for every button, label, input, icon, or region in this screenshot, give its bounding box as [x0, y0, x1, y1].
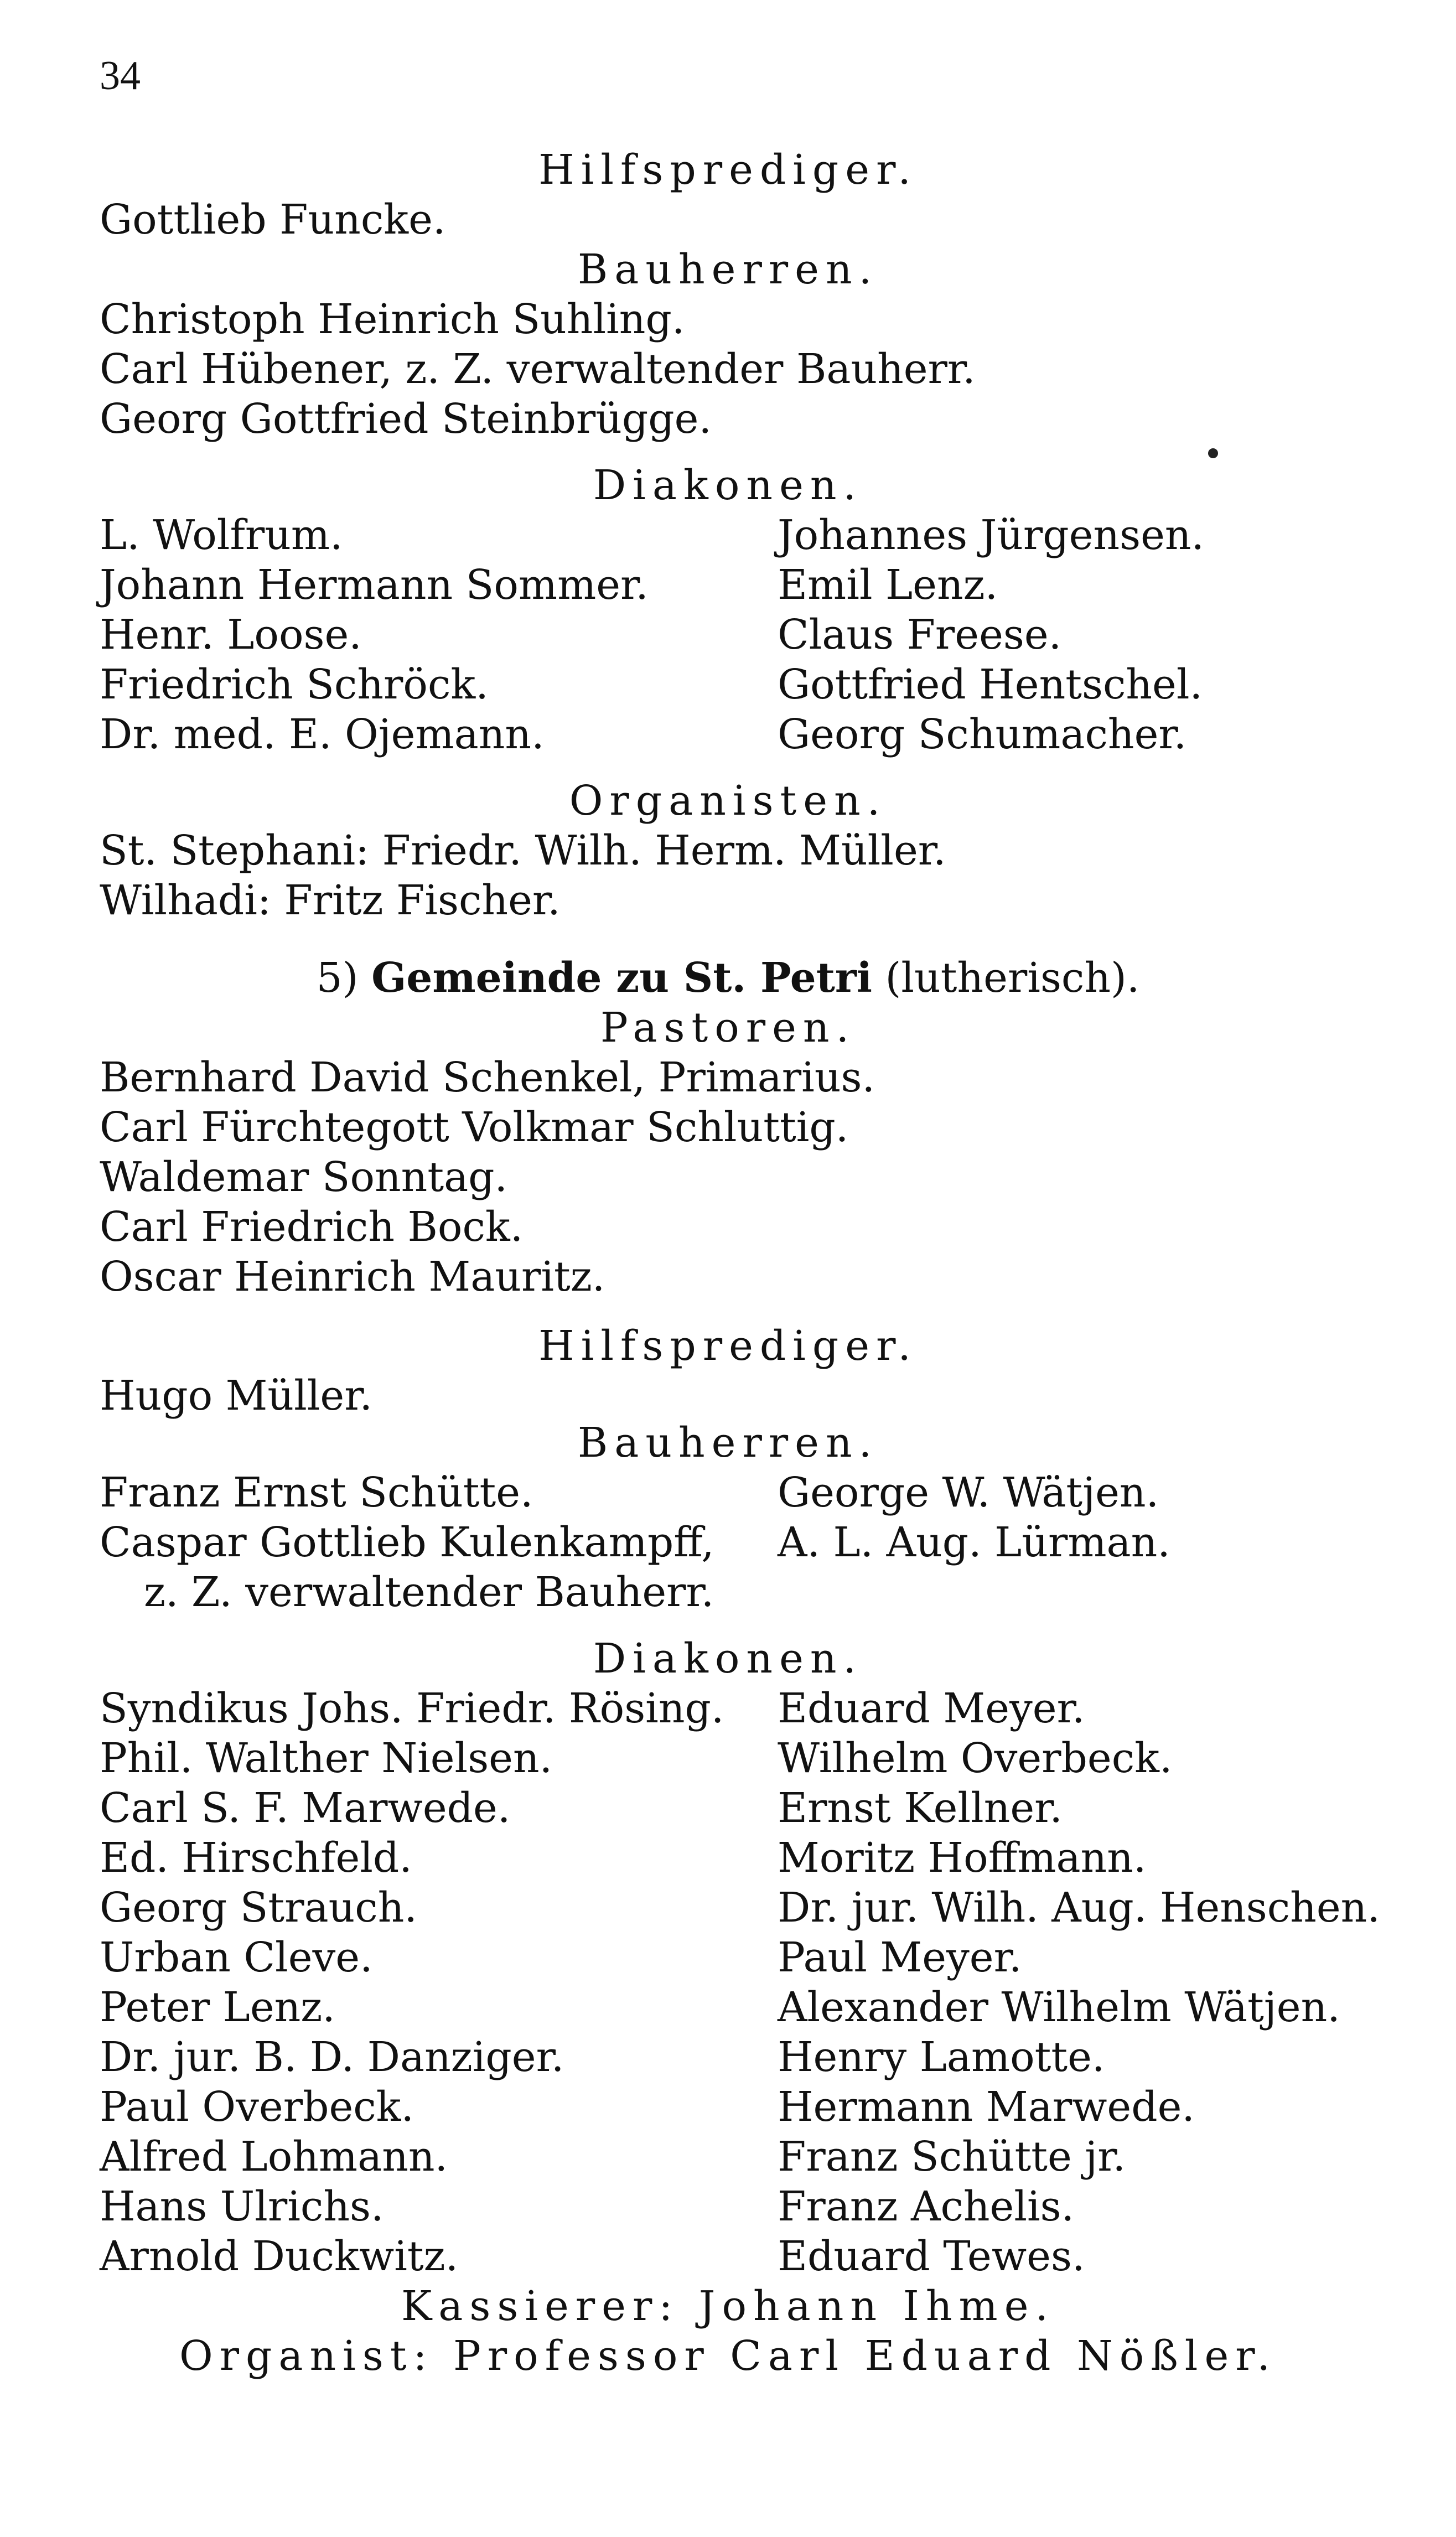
list-item: Carl Friedrich Bock. [100, 1203, 524, 1251]
list-item: z. Z. verwaltender Bauherr. [144, 1568, 714, 1616]
section-title-rest: (lutherisch). [885, 954, 1140, 1002]
heading-bauherren: Bauherren. [577, 246, 879, 293]
list-item: Carl S. F. Marwede. [100, 1784, 511, 1832]
list-item: Dr. med. E. Ojemann. [100, 711, 545, 758]
heading-diakonen-2: Diakonen. [593, 1635, 863, 1682]
list-item: Phil. Walther Nielsen. [100, 1735, 553, 1782]
list-item: Wilhadi: Fritz Fischer. [100, 877, 561, 924]
list-item: George W. Wätjen. [778, 1469, 1159, 1516]
list-item: Caspar Gottlieb Kulenkampff, [100, 1519, 714, 1566]
list-item: Claus Freese. [778, 611, 1062, 659]
list-item: Paul Meyer. [778, 1934, 1022, 1981]
list-item: Wilhelm Overbeck. [778, 1735, 1173, 1782]
list-item: Gottfried Hentschel. [778, 661, 1203, 708]
kassierer-line: Kassierer: Johann Ihme. [401, 2282, 1055, 2330]
list-item: Hans Ulrichs. [100, 2183, 384, 2230]
list-item: Moritz Hoffmann. [778, 1834, 1147, 1882]
list-item: L. Wolfrum. [100, 511, 343, 559]
list-item: Eduard Tewes. [778, 2233, 1085, 2280]
list-item: Alexander Wilhelm Wätjen. [778, 1984, 1340, 2031]
heading-bauherren-2: Bauherren. [577, 1419, 879, 1467]
list-item: Alfred Lohmann. [100, 2133, 448, 2181]
page-number: 34 [100, 53, 141, 99]
organist-line: Organist: Professor Carl Eduard Nößler. [179, 2332, 1277, 2380]
heading-hilfsprediger-2: Hilfsprediger. [538, 1322, 918, 1370]
list-item: Gottlieb Funcke. [100, 196, 446, 244]
list-item: Franz Ernst Schütte. [100, 1469, 533, 1516]
stray-dot-mark [1208, 448, 1218, 458]
section-title-bold: Gemeinde zu St. Petri [371, 954, 872, 1002]
list-item: Georg Schumacher. [778, 711, 1187, 758]
list-item: Friedrich Schröck. [100, 661, 489, 708]
list-item: Franz Schütte jr. [778, 2133, 1126, 2181]
heading-hilfsprediger: Hilfsprediger. [538, 146, 918, 194]
list-item: Christoph Heinrich Suhling. [100, 296, 685, 343]
list-item: Paul Overbeck. [100, 2083, 414, 2131]
section-number: 5) [316, 954, 359, 1002]
list-item: Dr. jur. B. D. Danziger. [100, 2033, 564, 2081]
list-item: Syndikus Johs. Friedr. Rösing. [100, 1685, 724, 1732]
list-item: Johann Hermann Sommer. [100, 561, 649, 609]
list-item: Oscar Heinrich Mauritz. [100, 1253, 605, 1301]
list-item: Peter Lenz. [100, 1984, 335, 2031]
list-item: Urban Cleve. [100, 1934, 373, 1981]
list-item: Henry Lamotte. [778, 2033, 1105, 2081]
heading-diakonen: Diakonen. [593, 462, 863, 509]
heading-organisten: Organisten. [569, 777, 887, 825]
list-item: Eduard Meyer. [778, 1685, 1085, 1732]
list-item: Georg Strauch. [100, 1884, 417, 1932]
list-item: Dr. jur. Wilh. Aug. Henschen. [778, 1884, 1380, 1932]
list-item: Hugo Müller. [100, 1372, 372, 1420]
list-item: Franz Achelis. [778, 2183, 1075, 2230]
list-item: Johannes Jürgensen. [778, 511, 1205, 559]
list-item: Emil Lenz. [778, 561, 998, 609]
list-item: Carl Fürchtegott Volkmar Schluttig. [100, 1104, 849, 1151]
section-title [0, 954, 1456, 1002]
list-item: Henr. Loose. [100, 611, 362, 659]
heading-pastoren: Pastoren. [600, 1004, 856, 1052]
list-item: Ernst Kellner. [778, 1784, 1063, 1832]
list-item: Hermann Marwede. [778, 2083, 1195, 2131]
list-item: St. Stephani: Friedr. Wilh. Herm. Müller. [100, 827, 946, 874]
list-item: Ed. Hirschfeld. [100, 1834, 412, 1882]
list-item: A. L. Aug. Lürman. [778, 1519, 1170, 1566]
list-item: Waldemar Sonntag. [100, 1153, 508, 1201]
list-item: Bernhard David Schenkel, Primarius. [100, 1054, 875, 1101]
list-item: Arnold Duckwitz. [100, 2233, 459, 2280]
list-item: Carl Hübener, z. Z. verwaltender Bauherr. [100, 345, 976, 393]
list-item: Georg Gottfried Steinbrügge. [100, 395, 712, 443]
